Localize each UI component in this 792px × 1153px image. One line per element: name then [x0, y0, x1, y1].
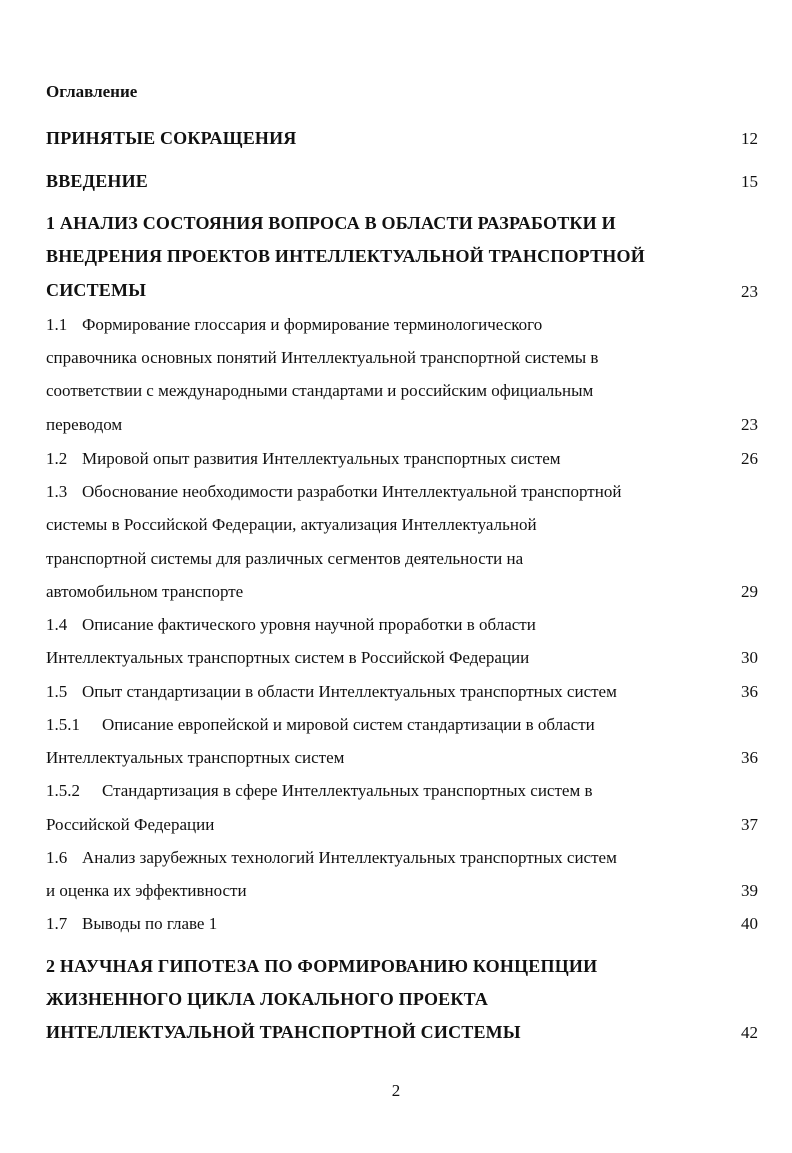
- toc-chapter2-line2: ЖИЗНЕННОГО ЦИКЛА ЛОКАЛЬНОГО ПРОЕКТА: [46, 989, 489, 1009]
- toc-chapter1-line2: ВНЕДРЕНИЯ ПРОЕКТОВ ИНТЕЛЛЕКТУАЛЬНОЙ ТРАНСПОРТНОЙ: [46, 246, 645, 266]
- toc-section-1-4-page: 30: [741, 648, 758, 667]
- toc-section-1-7-text1: Выводы по главе 1: [82, 914, 218, 933]
- toc-section-1-5-2-text1: Стандартизация в сфере Интеллектуальных транспортных систем в: [102, 781, 593, 800]
- toc-section-1-1-line1: [46, 315, 706, 335]
- toc-section-1-5-2-line1: [46, 781, 706, 801]
- toc-section-1-5-1-line2: Интеллектуальных транспортных систем: [46, 748, 345, 767]
- toc-chapter2-page: 42: [741, 1023, 758, 1042]
- toc-heading: Оглавление: [46, 82, 138, 101]
- toc-section-1-3-line2: системы в Российской Федерации, актуализация Интеллектуальной: [46, 515, 537, 534]
- toc-section-1-5-number: 1.5: [46, 682, 68, 701]
- toc-section-1-5-1-page: 36: [741, 748, 758, 767]
- toc-section-1-1-number: 1.1: [46, 315, 68, 334]
- toc-section-1-5-line1: [46, 682, 706, 702]
- toc-section-1-3-text1: Обоснование необходимости разработки Интеллектуальной транспортной: [82, 482, 622, 501]
- toc-section-1-5-1-line1: [46, 715, 706, 735]
- toc-chapter1-line3: СИСТЕМЫ: [46, 280, 147, 300]
- toc-section-1-7-page: 40: [741, 914, 758, 933]
- toc-entry-abbreviations-page: 12: [741, 129, 758, 148]
- toc-entry-introduction-page: 15: [741, 172, 758, 191]
- toc-section-1-4-number: 1.4: [46, 615, 68, 634]
- toc-section-1-2-line1: [46, 449, 706, 469]
- toc-section-1-1-line4: переводом: [46, 415, 123, 434]
- toc-section-1-6-text1: Анализ зарубежных технологий Интеллектуальных транспортных систем: [82, 848, 617, 867]
- toc-section-1-6-page: 39: [741, 881, 758, 900]
- toc-section-1-1-line3: соответствии с международными стандартами и российским официальным: [46, 381, 594, 400]
- toc-chapter2-line3: ИНТЕЛЛЕКТУАЛЬНОЙ ТРАНСПОРТНОЙ СИСТЕМЫ: [46, 1022, 521, 1042]
- toc-section-1-3-line3: транспортной системы для различных сегментов деятельности на: [46, 549, 524, 568]
- toc-section-1-5-2-line2: Российской Федерации: [46, 815, 215, 834]
- toc-section-1-2-page: 26: [741, 449, 758, 468]
- toc-section-1-5-2-number: 1.5.2: [46, 781, 80, 800]
- page-number: 2: [391, 1081, 401, 1100]
- toc-section-1-2-text1: Мировой опыт развития Интеллектуальных транспортных систем: [82, 449, 561, 468]
- toc-section-1-5-1-number: 1.5.1: [46, 715, 80, 734]
- toc-section-1-5-page: 36: [741, 682, 758, 701]
- toc-section-1-3-line1: [46, 482, 706, 502]
- toc-section-1-6-number: 1.6: [46, 848, 68, 867]
- toc-section-1-4-line1: [46, 615, 706, 635]
- toc-section-1-7-line1: [46, 914, 706, 934]
- toc-section-1-5-text1: Опыт стандартизации в области Интеллектуальных транспортных систем: [82, 682, 617, 701]
- toc-section-1-1-page: 23: [741, 415, 758, 434]
- toc-chapter1-page: 23: [741, 282, 758, 301]
- toc-section-1-5-2-page: 37: [741, 815, 758, 834]
- toc-chapter1-line1: 1 АНАЛИЗ СОСТОЯНИЯ ВОПРОСА В ОБЛАСТИ РАЗРАБОТКИ И: [46, 213, 616, 233]
- toc-section-1-4-line2: Интеллектуальных транспортных систем в Российской Федерации: [46, 648, 530, 667]
- toc-section-1-5-1-text1: Описание европейской и мировой систем стандартизации в области: [102, 715, 595, 734]
- toc-section-1-1-text1: Формирование глоссария и формирование терминологического: [82, 315, 543, 334]
- toc-section-1-4-text1: Описание фактического уровня научной проработки в области: [82, 615, 536, 634]
- toc-section-1-3-page: 29: [741, 582, 758, 601]
- toc-section-1-6-line2: и оценка их эффективности: [46, 881, 247, 900]
- toc-section-1-3-line4: автомобильном транспорте: [46, 582, 244, 601]
- toc-entry-introduction-title: ВВЕДЕНИЕ: [46, 171, 149, 191]
- toc-entry-abbreviations-title: ПРИНЯТЫЕ СОКРАЩЕНИЯ: [46, 128, 297, 148]
- toc-section-1-3-number: 1.3: [46, 482, 68, 501]
- toc-chapter2-line1: 2 НАУЧНАЯ ГИПОТЕЗА ПО ФОРМИРОВАНИЮ КОНЦЕПЦИИ: [46, 956, 598, 976]
- toc-section-1-2-number: 1.2: [46, 449, 68, 468]
- toc-section-1-1-line2: справочника основных понятий Интеллектуальной транспортной системы в: [46, 348, 599, 367]
- toc-section-1-6-line1: [46, 848, 706, 868]
- toc-section-1-7-number: 1.7: [46, 914, 68, 933]
